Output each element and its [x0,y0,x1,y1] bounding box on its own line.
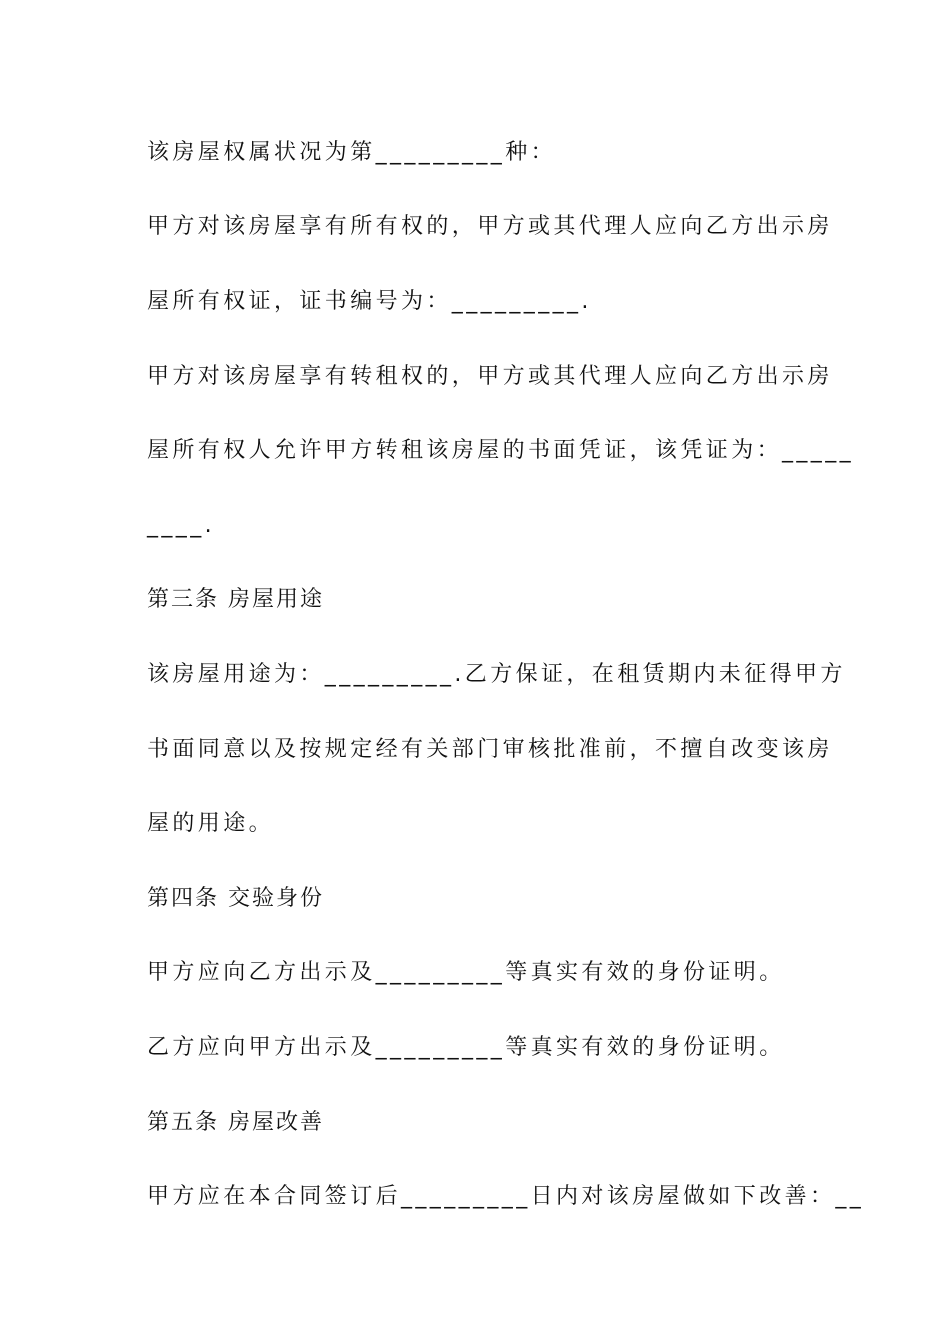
party-b-identity-line: 乙方应向甲方出示及_________等真实有效的身份证明。 [147,1035,785,1060]
ownership-status-line: 该房屋权属状况为第_________种： [147,140,557,165]
sublease-right-line-2: 屋所有权人允许甲方转租该房屋的书面凭证，该凭证为：_____ [147,438,855,463]
section-5-heading: 第五条 房屋改善 [147,1110,324,1135]
sublease-right-line-1: 甲方对该房屋享有转租权的，甲方或其代理人应向乙方出示房 [147,364,833,389]
ownership-right-line-2: 屋所有权证，证书编号为：_________. [147,289,592,314]
party-a-identity-line: 甲方应向乙方出示及_________等真实有效的身份证明。 [147,960,785,985]
section-3-heading: 第三条 房屋用途 [147,587,324,612]
usage-line-3: 屋的用途。 [147,811,275,836]
section-4-heading: 第四条 交验身份 [147,886,324,911]
usage-line-2: 书面同意以及按规定经有关部门审核批准前，不擅自改变该房 [147,737,833,762]
sublease-right-line-3: ____. [147,513,215,538]
usage-line-1: 该房屋用途为：_________.乙方保证，在租赁期内未征得甲方 [147,662,846,687]
improvement-line-1: 甲方应在本合同签订后_________日内对该房屋做如下改善：__ [147,1184,865,1209]
ownership-right-line-1: 甲方对该房屋享有所有权的，甲方或其代理人应向乙方出示房 [147,214,833,239]
